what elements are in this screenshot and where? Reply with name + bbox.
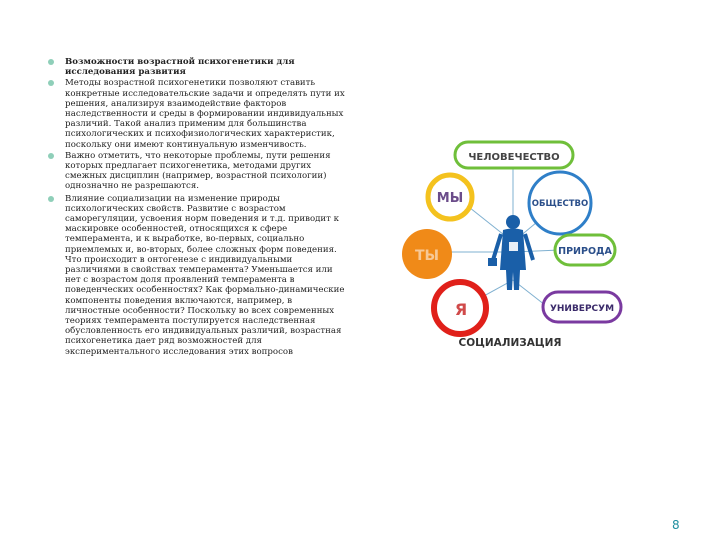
person-icon (488, 215, 533, 290)
socialization-diagram (395, 130, 615, 360)
you-label: ТЫ (414, 248, 440, 264)
bullet-list (48, 57, 348, 357)
bullet-dot-icon (48, 153, 54, 159)
we-label: МЫ (436, 191, 464, 206)
humanity-label: ЧЕЛОВЕЧЕСТВО (468, 152, 560, 163)
bullet-dot-icon (48, 59, 54, 65)
we-node (428, 175, 472, 219)
bullet-item (48, 78, 348, 149)
bullet-text: Влияние социализации на изменение природы психологических свойств. Развитие с возрастом саморегуляции, усвоения норм поведения и т.д. приводит к маскировке особенностей, относящихся к сфере темперамента, и к выработке, во-первых, социально приемлемых и, во-вторых, более сложных форм поведения. Что происходит в онтогенезе с индивидуальными различиями в свойствах темперамента? Уменьшается или нет с возрастом доля проявлений темперамента в поведенческих особенностях? Как формально-динамические компоненты поведения включаются, например, в личностные особенности? Поскольку во всех современных теориях темперамента постулируется наследственная обусловленность его индивидуальных различий, возрастная психогенетика дает ряд возможностей для экспериментального исследования этих вопросов (65, 193, 345, 357)
bullet-dot-icon (48, 196, 54, 202)
universe-label: УНИВЕРСУМ (549, 304, 615, 314)
you-node (402, 229, 452, 279)
diagram-caption: СОЦИАЛИЗАЦИЯ (458, 337, 562, 349)
bullet-text: Важно отметить, что некоторые проблемы, пути решения которых предлагает психогенетика, методами других смежных дисциплин (например, возрастной психологии) однозначно не разрешаются. (65, 150, 331, 192)
bullet-text: Методы возрастной психогенетики позволяют ставить конкретные исследовательские задачи и определять пути их решения, анализируя взаимодействие факторов наследственности и среды в формировании индивидуальных различий. Такой анализ применим для большинства психологических и психофизиологических характеристик, поскольку они имеют континуальную изменчивость. (65, 78, 345, 150)
bullet-item (48, 194, 348, 357)
bullet-item (48, 151, 348, 192)
society-label: ОБЩЕСТВО (531, 199, 589, 209)
i-node (434, 282, 486, 334)
universe-node (543, 292, 621, 322)
society-node (529, 172, 591, 234)
nature-label: ПРИРОДА (558, 246, 612, 257)
i-label: Я (454, 300, 468, 319)
bullet-title: Возможности возрастной психогенетики для исследования развития (65, 57, 295, 78)
nature-node (555, 235, 615, 265)
humanity-node (455, 142, 573, 168)
bullet-item (48, 57, 348, 77)
bullet-dot-icon (48, 80, 54, 86)
page-number: 8 (672, 518, 680, 532)
